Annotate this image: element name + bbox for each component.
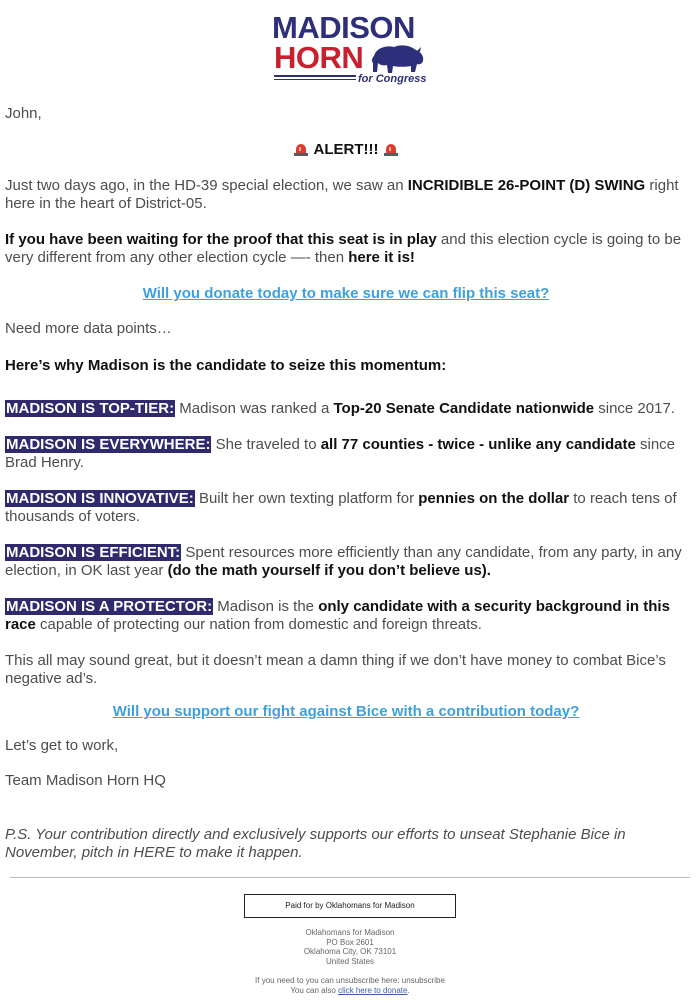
- sign-off: Let’s get to work,: [5, 737, 119, 754]
- bold-text: all 77 counties - twice - unlike any candidate: [320, 436, 636, 453]
- contribute-link[interactable]: Will you support our fight against Bice with a contribution today?: [112, 703, 580, 720]
- footer-divider: [10, 877, 690, 878]
- bold-text: INCRIDIBLE 26-POINT (D) SWING: [407, 177, 646, 194]
- point-protector: [5, 598, 687, 634]
- text: and this election cycle is going to be very different from any other election cycle —- then: [5, 231, 682, 266]
- footer-city: Oklahoma City, OK 73101: [303, 947, 397, 956]
- bold-text: Top-20 Senate Candidate nationwide: [333, 400, 595, 417]
- text: capable of protecting our nation from domestic and foreign threats.: [35, 616, 482, 633]
- text: She traveled to: [211, 436, 321, 453]
- paid-for-disclaimer: Paid for by Oklahomans for Madison: [244, 894, 456, 918]
- text: right here in the heart of District-05.: [5, 177, 679, 212]
- text: to reach tens of thousands of voters.: [5, 490, 677, 525]
- bold-text: If you have been waiting for the proof that this seat is in play: [5, 231, 437, 248]
- paragraph-money: This all may sound great, but it doesn’t mean a damn thing if we don’t have money to combat Bice’s negative ad’s.: [5, 652, 666, 687]
- logo-rule-thin: [274, 79, 356, 80]
- logo-line-horn: HORN: [274, 40, 364, 75]
- postscript: P.S. Your contribution directly and exclusively supports our efforts to unseat Stephanie Bice in November, pitch in HERE to make it happen.: [5, 826, 626, 861]
- cta-support-fight: [5, 703, 687, 721]
- unsubscribe-line[interactable]: If you need to you can unsubscribe here: unsubscribe: [255, 976, 445, 985]
- point-everywhere: [5, 436, 687, 472]
- alert-text: ALERT!!!: [313, 141, 379, 158]
- highlight-tag: MADISON IS INNOVATIVE:: [6, 490, 194, 507]
- point-top-tier: [5, 400, 687, 418]
- text: Built her own texting platform for: [194, 490, 419, 507]
- cta-donate-flip: [5, 285, 687, 303]
- paragraph-swing: [5, 177, 687, 213]
- bold-text: only candidate with a security background in this race: [5, 598, 670, 633]
- text: since 2017.: [594, 400, 675, 417]
- siren-icon: [293, 142, 309, 156]
- paragraph-proof: [5, 231, 687, 267]
- bold-text: here it is!: [348, 249, 415, 266]
- greeting: John,: [5, 105, 42, 122]
- footer-org: Oklahomans for Madison: [305, 928, 395, 937]
- paragraph-data-points: Need more data points…: [5, 320, 172, 337]
- donate-footer-link[interactable]: click here to donate: [338, 985, 408, 995]
- logo-line-madison: MADISON: [272, 10, 415, 45]
- highlight-tag: MADISON IS EFFICIENT:: [6, 544, 181, 561]
- siren-icon: [383, 142, 399, 156]
- footer-po-box: PO Box 2601: [326, 937, 374, 947]
- point-innovative: [5, 490, 687, 526]
- campaign-logo: [272, 12, 432, 86]
- bold-text: pennies on the dollar: [418, 490, 570, 507]
- alert-line: [5, 141, 687, 159]
- point-efficient: [5, 544, 687, 580]
- highlight-tag: MADISON IS TOP-TIER:: [6, 400, 175, 417]
- text: Madison was ranked a: [175, 400, 334, 417]
- donate-footer-line: [0, 986, 700, 996]
- highlight-tag: MADISON IS EVERYWHERE:: [6, 436, 211, 453]
- highlight-tag: MADISON IS A PROTECTOR:: [6, 598, 213, 615]
- bold-text: (do the math yourself if you don’t believe us).: [167, 562, 491, 579]
- text: .: [407, 985, 410, 995]
- text: Just two days ago, in the HD-39 special election, we saw an: [5, 177, 408, 194]
- text: Spent resources more efficiently than any candidate, from any party, in any election, in OK last year: [5, 544, 682, 579]
- text: since Brad Henry.: [5, 436, 675, 471]
- paragraph-why: Here’s why Madison is the candidate to seize this momentum:: [5, 357, 447, 374]
- footer-country: United States: [325, 956, 375, 966]
- logo-rule: [274, 75, 356, 77]
- text: Madison is the: [213, 598, 319, 615]
- text: You can also: [290, 985, 339, 995]
- donate-link[interactable]: Will you donate today to make sure we can flip this seat?: [142, 285, 550, 302]
- signature: Team Madison Horn HQ: [5, 772, 166, 789]
- logo-tagline: for Congress: [358, 73, 427, 85]
